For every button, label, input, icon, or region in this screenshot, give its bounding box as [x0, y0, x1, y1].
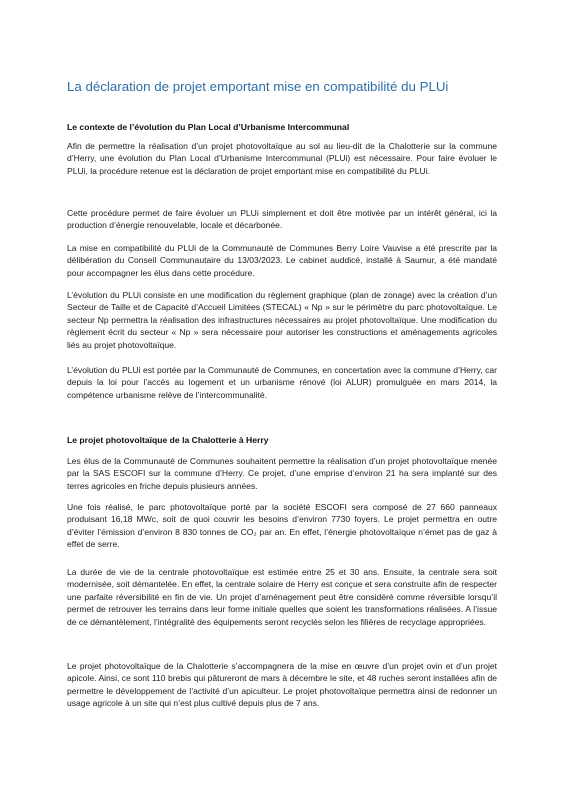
paragraph: L’évolution du PLUi est portée par la Communauté de Communes, en concertation avec la commune d’Herry, car depuis la loi pour l’accès au logement et un urbanisme rénové (loi ALUR) promulguée en mars 2014, la compétence urbanisme relève de l’intercommunalité. [67, 365, 497, 400]
paragraph: Une fois réalisé, le parc photovoltaïque porté par la société ESCOFI sera composé de 27 660 panneaux produisant 16,18 MWc, soit de quoi couvrir les besoins d’environ 7730 foyers. Le projet permettra en outre d’éviter l’émission d’environ 8 830 tonnes de CO₂ par an. En effet, l’énergie photovoltaïque n’émet pas de gaz à effet de serre. [67, 502, 497, 550]
section-heading-project: Le projet photovoltaïque de la Chalotterie à Herry [67, 435, 269, 445]
paragraph: Le projet photovoltaïque de la Chalotterie s’accompagnera de la mise en œuvre d’un projet ovin et d’un projet apicole. Ainsi, ce sont 110 brebis qui pâtureront de mars à décembre le site, et 48 ruches seront installées afin de permettre le développement de l’activité d’un apiculteur. Le projet photovoltaïque permettra ainsi de redonner un usage agricole à un site qui n’est plus cultivé depuis plus de 7 ans. [67, 661, 497, 709]
paragraph: Cette procédure permet de faire évoluer un PLUi simplement et doit être motivée par un intérêt général, ici la production d’énergie renouvelable, locale et décarbonée. [67, 208, 497, 231]
paragraph: Afin de permettre la réalisation d’un projet photovoltaïque au sol au lieu-dit de la Chalotterie sur la commune d’Herry, une évolution du Plan Local d’Urbanisme Intercommunal (PLUi) est nécessaire. Pour faire évoluer le PLUi, la procédure retenue est la déclaration de projet emportant mise en compatibilité du PLUi. [67, 141, 497, 176]
document-title: La déclaration de projet emportant mise en compatibilité du PLUi [67, 79, 449, 94]
paragraph: La mise en compatibilité du PLUi de la Communauté de Communes Berry Loire Vauvise a été prescrite par la délibération du Conseil Communautaire du 13/03/2023. Le cabinet auddicé, installé à Saumur, a été mandaté pour accompagner les élus dans cette procédure. [67, 243, 497, 278]
section-heading-context: Le contexte de l’évolution du Plan Local d’Urbanisme Intercommunal [67, 122, 350, 132]
paragraph: L’évolution du PLUi consiste en une modification du règlement graphique (plan de zonage) avec la création d’un Secteur de Taille et de Capacité d’Accueil Limitées (STECAL) « Np » sur le périmètre du parc photovoltaïque. Le secteur Np permettra la réalisation des infrastructures nécessaires au projet photovoltaïque. Une modification du règlement écrit du secteur « Np » sera nécessaire pour autoriser les constructions et aménagements agricoles liés au projet photovoltaïque. [67, 290, 497, 350]
paragraph: La durée de vie de la centrale photovoltaïque est estimée entre 25 et 30 ans. Ensuite, la centrale sera soit modernisée, soit démantelée. En effet, la centrale solaire de Herry est conçue et sera construite afin de respecter une parfaite réversibilité en fin de vie. Un projet d’aménagement peut être considéré comme réversible lorsqu’il permet de retrouver les terrains dans leur forme initiale quelles que soient les transformations réalisées. A l’issue de ce démantèlement, l’intégralité des équipements seront recyclés selon les filières de recyclage appropriées. [67, 567, 497, 627]
paragraph: Les élus de la Communauté de Communes souhaitent permettre la réalisation d’un projet photovoltaïque menée par la SAS ESCOFI sur la commune d’Herry. Ce projet, d’une emprise d’environ 21 ha sera implanté sur des terres agricoles en friche depuis plusieurs années. [67, 456, 497, 491]
